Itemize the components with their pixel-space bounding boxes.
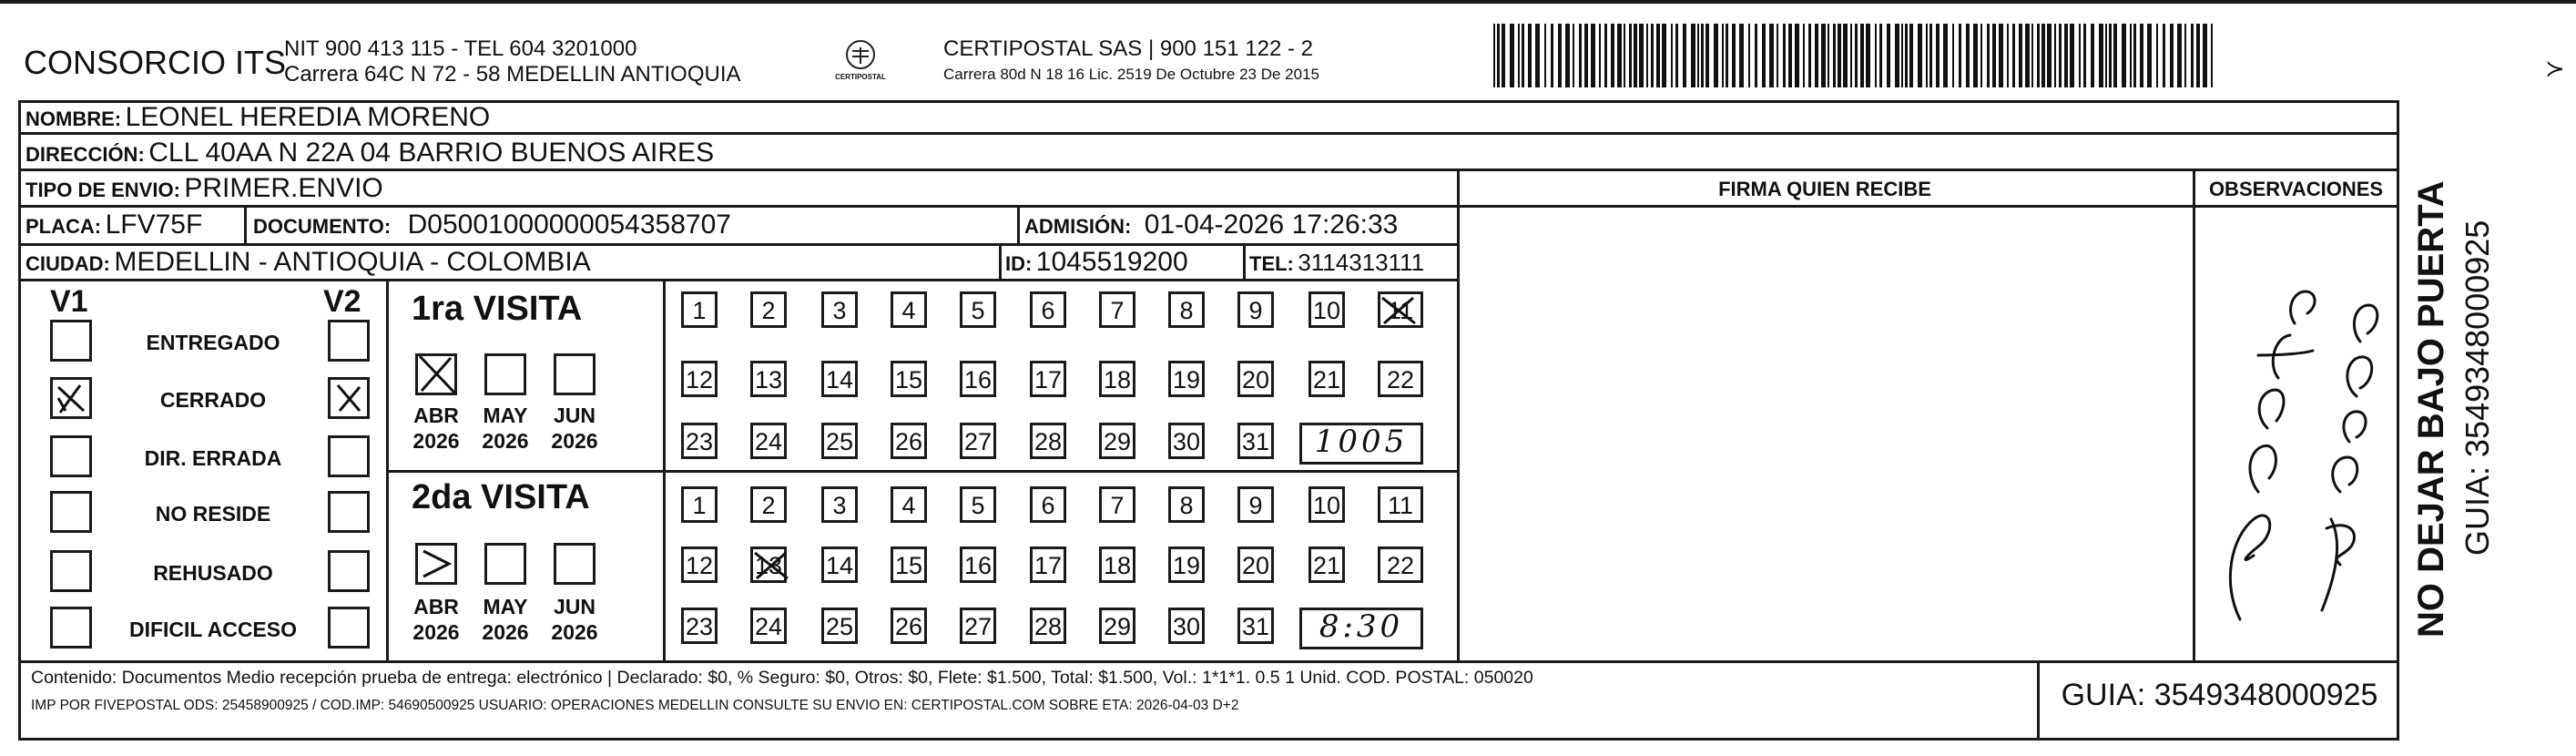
admision-divider bbox=[1017, 205, 1020, 243]
tel-divider bbox=[1243, 243, 1246, 279]
barcode-bar bbox=[1573, 24, 1574, 87]
second-visit-month-checkbox[interactable] bbox=[484, 543, 526, 585]
second-visit-day-21[interactable]: 21 bbox=[1308, 547, 1345, 583]
barcode-bar bbox=[1777, 24, 1778, 87]
first-visit-day-2[interactable]: 2 bbox=[750, 291, 787, 328]
first-visit-day-4[interactable]: 4 bbox=[891, 291, 927, 328]
second-visit-day-15[interactable]: 15 bbox=[891, 547, 927, 583]
barcode-bar bbox=[1656, 24, 1660, 87]
barcode-bar bbox=[1929, 24, 1932, 87]
month-label bbox=[404, 594, 468, 645]
id-value: 1045519200 bbox=[1035, 247, 1188, 277]
tipo-envio-value: PRIMER.ENVIO bbox=[184, 173, 383, 203]
month-year: 2026 bbox=[412, 429, 460, 453]
barcode-bar bbox=[1705, 24, 1709, 87]
barcode-bar bbox=[1855, 24, 1858, 87]
second-visit-day-23[interactable]: 23 bbox=[681, 608, 718, 644]
first-visit-day-7[interactable]: 7 bbox=[1099, 291, 1135, 328]
barcode-bar bbox=[1722, 24, 1724, 87]
barcode-bar bbox=[1959, 24, 1961, 87]
firma-divider bbox=[1457, 169, 1460, 660]
nombre-value: LEONEL HEREDIA MORENO bbox=[125, 102, 491, 132]
month-name: ABR bbox=[413, 404, 459, 427]
placa-divider bbox=[244, 205, 247, 243]
barcode-bar bbox=[1502, 24, 1505, 87]
barcode-bar bbox=[2113, 24, 2117, 87]
barcode-bar bbox=[2211, 24, 2213, 87]
second-visit-day-25[interactable]: 25 bbox=[821, 608, 858, 644]
barcode-bar bbox=[1808, 24, 1811, 87]
month-year: 2026 bbox=[412, 620, 460, 644]
first-visit-day-10[interactable]: 10 bbox=[1308, 291, 1345, 328]
barcode-bar bbox=[1535, 24, 1540, 87]
month-label bbox=[473, 403, 537, 454]
second-visit-day-31[interactable]: 31 bbox=[1237, 608, 1274, 644]
month-name: MAY bbox=[483, 595, 528, 618]
second-visit-month-checkbox[interactable] bbox=[554, 543, 596, 585]
first-visit-month-checkbox[interactable] bbox=[554, 353, 596, 395]
barcode-bar bbox=[1544, 24, 1546, 87]
first-visit-day-16[interactable]: 16 bbox=[960, 361, 996, 397]
v1-checkbox[interactable] bbox=[50, 377, 92, 419]
barcode-bar bbox=[1821, 24, 1826, 87]
second-visit-day-24[interactable]: 24 bbox=[750, 608, 787, 644]
observaciones-label: OBSERVACIONES bbox=[2208, 178, 2384, 200]
barcode-bar bbox=[2041, 24, 2045, 87]
v2-checkbox[interactable] bbox=[328, 435, 370, 477]
barcode-bar bbox=[1828, 24, 1829, 87]
barcode-bar bbox=[2184, 24, 2186, 87]
barcode-bar bbox=[2147, 24, 2152, 87]
second-visit-handwritten-time: 8:30 bbox=[1319, 608, 1404, 645]
footer-contenido: Contenido: Documentos Medio recepción prueba de entrega: electrónico | Declarado: $0, % Seguro: $0, Otros: $0, Flete: $1.500, Total: $1.500, Vol.: 1*1*1. 0.5 1 Unid. COD. POSTAL: 050020 bbox=[31, 668, 1533, 688]
barcode-bar bbox=[1675, 24, 1678, 87]
barcode-bar bbox=[1639, 24, 1644, 87]
barcode-bar bbox=[1755, 24, 1757, 87]
company-nit: NIT 900 413 115 - TEL 604 3201000 bbox=[284, 36, 637, 61]
barcode-bar bbox=[1510, 24, 1514, 87]
barcode-bar bbox=[1843, 24, 1848, 87]
row-divider bbox=[18, 205, 2399, 208]
barcode-bar bbox=[1629, 24, 1632, 87]
month-name: ABR bbox=[413, 595, 459, 618]
barcode-bar bbox=[2054, 24, 2056, 87]
first-visit-day-27[interactable]: 27 bbox=[960, 423, 996, 459]
row-divider bbox=[18, 660, 2399, 663]
barcode-bar bbox=[1795, 24, 1799, 87]
barcode-bar bbox=[1662, 24, 1666, 87]
day-number: 11 bbox=[1387, 297, 1414, 324]
tel-row bbox=[1249, 249, 1424, 277]
barcode-bar bbox=[1634, 24, 1637, 87]
second-visit-day-27[interactable]: 27 bbox=[960, 608, 996, 644]
status-label: NO RESIDE bbox=[155, 502, 271, 526]
no-dejar-bajo-puerta: NO DEJAR BAJO PUERTA bbox=[2411, 180, 2451, 638]
month-year: 2026 bbox=[551, 620, 598, 644]
barcode-bar bbox=[2130, 24, 2132, 87]
barcode-bar bbox=[1909, 24, 1913, 87]
barcode-bar bbox=[2091, 24, 2094, 87]
barcode-bar bbox=[1966, 24, 1970, 87]
first-visit-day-6[interactable]: 6 bbox=[1030, 291, 1066, 328]
status-label: ENTREGADO bbox=[146, 331, 280, 354]
first-visit-title: 1ra VISITA bbox=[412, 290, 583, 328]
v2-checkbox[interactable] bbox=[328, 607, 370, 649]
documento-value: D05001000000054358707 bbox=[407, 209, 731, 240]
barcode-bar bbox=[1528, 24, 1532, 87]
barcode-bar bbox=[1591, 24, 1595, 87]
barcode-bar bbox=[2177, 24, 2182, 87]
id-label: ID: bbox=[1005, 252, 1033, 275]
first-visit-day-23[interactable]: 23 bbox=[681, 423, 718, 459]
v1-checkbox[interactable] bbox=[50, 491, 92, 533]
barcode-bar bbox=[1558, 24, 1562, 87]
second-visit-day-17[interactable]: 17 bbox=[1030, 547, 1066, 583]
second-visit-month-checkbox[interactable] bbox=[415, 543, 457, 585]
v2-checkbox[interactable] bbox=[328, 320, 370, 362]
barcode-bar bbox=[1732, 24, 1736, 87]
first-visit-day-28[interactable]: 28 bbox=[1030, 423, 1066, 459]
side-guia: GUIA: 3549348000925 bbox=[2459, 220, 2496, 556]
barcode-bar bbox=[1936, 24, 1940, 87]
first-visit-day-12[interactable]: 12 bbox=[681, 361, 718, 397]
second-visit-day-8[interactable]: 8 bbox=[1168, 486, 1205, 523]
first-visit-day-3[interactable]: 3 bbox=[821, 291, 858, 328]
admision-row bbox=[1024, 209, 1398, 240]
barcode-bar bbox=[1624, 24, 1625, 87]
barcode-bar bbox=[2025, 24, 2030, 87]
barcode-bar bbox=[2070, 24, 2074, 87]
barcode-bar bbox=[1783, 24, 1786, 87]
barcode-bar bbox=[1493, 24, 1495, 87]
first-visit-day-24[interactable]: 24 bbox=[750, 423, 787, 459]
barcode-bar bbox=[1866, 24, 1870, 87]
first-visit-day-18[interactable]: 18 bbox=[1099, 361, 1135, 397]
barcode-bar bbox=[1726, 24, 1728, 87]
second-visit-day-9[interactable]: 9 bbox=[1237, 486, 1274, 523]
v2-checkbox[interactable] bbox=[328, 377, 370, 419]
second-visit-day-13[interactable] bbox=[750, 547, 787, 583]
second-visit-day-30[interactable]: 30 bbox=[1168, 608, 1205, 644]
first-visit-day-25[interactable]: 25 bbox=[821, 423, 858, 459]
ciudad-value: MEDELLIN - ANTIOQUIA - COLOMBIA bbox=[114, 247, 591, 277]
first-visit-day-8[interactable]: 8 bbox=[1168, 291, 1205, 328]
nombre-row bbox=[25, 102, 490, 133]
second-visit-title: 2da VISITA bbox=[412, 478, 590, 516]
first-visit-handwritten-time: 1005 bbox=[1314, 424, 1409, 460]
barcode-bar bbox=[1604, 24, 1607, 87]
company-address: Carrera 64C N 72 - 58 MEDELLIN ANTIOQUIA bbox=[284, 62, 741, 87]
first-visit-day-1[interactable]: 1 bbox=[681, 291, 718, 328]
barcode-bar bbox=[1952, 24, 1954, 87]
first-visit-day-11[interactable] bbox=[1378, 291, 1423, 328]
footer-imp: IMP POR FIVEPOSTAL ODS: 25458900925 / COD.IMP: 54690500925 USUARIO: OPERACIONES MEDELLIN CONSULTE SU ENVIO EN: CERTIPOSTAL.COM SOBRE ETA: 2026-04-03 D+2 bbox=[31, 698, 1239, 713]
barcode-bar bbox=[1860, 24, 1864, 87]
handwritten-observation bbox=[2204, 219, 2386, 647]
barcode-bar bbox=[1683, 24, 1686, 87]
barcode-bar bbox=[1646, 24, 1648, 87]
ciudad-label: CIUDAD: bbox=[25, 252, 110, 275]
documento-label: DOCUMENTO: bbox=[253, 215, 392, 238]
id-row bbox=[1005, 247, 1188, 278]
barcode-bar bbox=[2170, 24, 2174, 87]
tel-value: 3114313111 bbox=[1298, 249, 1425, 276]
carrier-address: Carrera 80d N 18 16 Lic. 2519 De Octubre 23 De 2015 bbox=[943, 66, 1319, 83]
barcode bbox=[1493, 24, 2218, 87]
observaciones-divider bbox=[2193, 169, 2195, 660]
barcode-bar bbox=[1617, 24, 1622, 87]
edge-mark: ≻ bbox=[2545, 55, 2565, 82]
placa-value: LFV75F bbox=[105, 209, 203, 240]
barcode-bar bbox=[1579, 24, 1582, 87]
barcode-bar bbox=[1943, 24, 1948, 87]
month-name: JUN bbox=[553, 404, 596, 427]
v1-checkbox[interactable] bbox=[50, 607, 92, 649]
status-label: DIFICIL ACCESO bbox=[128, 618, 297, 641]
certipostal-logo bbox=[829, 36, 892, 87]
tel-label: TEL: bbox=[1249, 252, 1294, 275]
direccion-label: DIRECCIÓN: bbox=[25, 143, 145, 166]
direccion-value: CLL 40AA N 22A 04 BARRIO BUENOS AIRES bbox=[148, 138, 715, 168]
second-visit-day-20[interactable]: 20 bbox=[1237, 547, 1274, 583]
first-visit-day-20[interactable]: 20 bbox=[1237, 361, 1274, 397]
barcode-bar bbox=[1739, 24, 1744, 87]
barcode-bar bbox=[2196, 24, 2200, 87]
barcode-bar bbox=[2012, 24, 2015, 87]
barcode-bar bbox=[1714, 24, 1718, 87]
barcode-bar bbox=[1584, 24, 1588, 87]
day-number: 13 bbox=[754, 552, 783, 579]
barcode-bar bbox=[2140, 24, 2143, 87]
v1-checkbox[interactable] bbox=[50, 550, 92, 592]
month-name: MAY bbox=[483, 404, 528, 427]
visit-divider bbox=[386, 470, 1457, 473]
barcode-bar bbox=[1905, 24, 1908, 87]
barcode-bar bbox=[1879, 24, 1882, 87]
row-divider bbox=[18, 279, 1457, 281]
second-visit-day-28[interactable]: 28 bbox=[1030, 608, 1066, 644]
barcode-bar bbox=[1762, 24, 1766, 87]
barcode-bar bbox=[1671, 24, 1673, 87]
row-divider bbox=[18, 169, 2399, 171]
second-visit-day-7[interactable]: 7 bbox=[1099, 486, 1135, 523]
barcode-bar bbox=[2047, 24, 2052, 87]
barcode-bar bbox=[2203, 24, 2207, 87]
month-year: 2026 bbox=[482, 429, 529, 453]
second-visit-day-3[interactable]: 3 bbox=[821, 486, 858, 523]
placa-label: PLACA: bbox=[25, 215, 102, 238]
month-year: 2026 bbox=[482, 620, 529, 644]
month-label bbox=[404, 403, 468, 454]
month-name: JUN bbox=[553, 595, 596, 618]
second-visit-day-19[interactable]: 19 bbox=[1168, 547, 1205, 583]
nombre-label: NOMBRE: bbox=[25, 107, 122, 130]
barcode-bar bbox=[2064, 24, 2068, 87]
barcode-bar bbox=[1565, 24, 1570, 87]
barcode-bar bbox=[1701, 24, 1704, 87]
barcode-bar bbox=[1803, 24, 1805, 87]
ciudad-row bbox=[25, 247, 591, 278]
first-visit-day-17[interactable]: 17 bbox=[1030, 361, 1066, 397]
first-visit-month-checkbox[interactable] bbox=[484, 353, 526, 395]
second-visit-day-11[interactable]: 11 bbox=[1378, 486, 1423, 523]
barcode-bar bbox=[2099, 24, 2103, 87]
barcode-bar bbox=[1748, 24, 1750, 87]
barcode-bar bbox=[2079, 24, 2081, 87]
second-visit-day-12[interactable]: 12 bbox=[681, 547, 718, 583]
barcode-bar bbox=[1769, 24, 1774, 87]
second-visit-day-1[interactable]: 1 bbox=[681, 486, 718, 523]
row-divider bbox=[18, 243, 1457, 246]
v1-checkbox[interactable] bbox=[50, 435, 92, 477]
barcode-bar bbox=[1992, 24, 1996, 87]
first-visit-day-14[interactable]: 14 bbox=[821, 361, 858, 397]
second-visit-day-2[interactable]: 2 bbox=[750, 486, 787, 523]
company-name: CONSORCIO ITS bbox=[24, 44, 287, 81]
barcode-bar bbox=[1875, 24, 1877, 87]
tipo-envio-row bbox=[25, 173, 383, 204]
barcode-bar bbox=[1522, 24, 1524, 87]
barcode-bar bbox=[1518, 24, 1520, 87]
barcode-bar bbox=[2031, 24, 2033, 87]
barcode-bar bbox=[2083, 24, 2086, 87]
first-visit-day-29[interactable]: 29 bbox=[1099, 423, 1135, 459]
barcode-bar bbox=[1833, 24, 1836, 87]
barcode-bar bbox=[2122, 24, 2126, 87]
barcode-bar bbox=[1838, 24, 1841, 87]
status-label: CERRADO bbox=[159, 388, 267, 412]
barcode-bar bbox=[2059, 24, 2062, 87]
barcode-bar bbox=[2037, 24, 2040, 87]
barcode-bar bbox=[1815, 24, 1818, 87]
month-label bbox=[543, 594, 606, 645]
barcode-bar bbox=[2133, 24, 2136, 87]
barcode-bar bbox=[1611, 24, 1614, 87]
first-visit-day-13[interactable]: 13 bbox=[750, 361, 787, 397]
v2-heading: V2 bbox=[323, 284, 361, 319]
second-visit-day-4[interactable]: 4 bbox=[891, 486, 927, 523]
month-label bbox=[543, 403, 606, 454]
barcode-bar bbox=[1918, 24, 1922, 87]
barcode-bar bbox=[1651, 24, 1654, 87]
month-year: 2026 bbox=[551, 429, 598, 453]
placa-row bbox=[25, 209, 202, 240]
first-visit-day-15[interactable]: 15 bbox=[891, 361, 927, 397]
barcode-bar bbox=[1999, 24, 2003, 87]
first-visit-time-box[interactable] bbox=[1299, 423, 1423, 465]
barcode-bar bbox=[1987, 24, 1990, 87]
month-label bbox=[473, 594, 537, 645]
direccion-row bbox=[25, 138, 714, 169]
barcode-bar bbox=[1697, 24, 1699, 87]
first-visit-day-21[interactable]: 21 bbox=[1308, 361, 1345, 397]
first-visit-day-22[interactable]: 22 bbox=[1378, 361, 1423, 397]
barcode-bar bbox=[1599, 24, 1601, 87]
second-visit-day-6[interactable]: 6 bbox=[1030, 486, 1066, 523]
barcode-bar bbox=[2156, 24, 2158, 87]
first-visit-day-26[interactable]: 26 bbox=[891, 423, 927, 459]
barcode-bar bbox=[1895, 24, 1899, 87]
status-label: REHUSADO bbox=[153, 561, 273, 585]
barcode-bar bbox=[1691, 24, 1695, 87]
second-visit-day-16[interactable]: 16 bbox=[960, 547, 996, 583]
second-visit-day-29[interactable]: 29 bbox=[1099, 608, 1135, 644]
first-visit-month-checkbox[interactable] bbox=[415, 353, 457, 395]
v2-checkbox[interactable] bbox=[328, 550, 370, 592]
barcode-bar bbox=[2105, 24, 2107, 87]
first-visit-day-5[interactable]: 5 bbox=[960, 291, 996, 328]
second-visit-day-18[interactable]: 18 bbox=[1099, 547, 1135, 583]
second-visit-time-box[interactable] bbox=[1299, 608, 1423, 649]
barcode-bar bbox=[1973, 24, 1978, 87]
barcode-bar bbox=[2191, 24, 2194, 87]
second-visit-day-22[interactable]: 22 bbox=[1378, 547, 1423, 583]
barcode-bar bbox=[1551, 24, 1553, 87]
barcode-bar bbox=[2109, 24, 2112, 87]
barcode-bar bbox=[2007, 24, 2009, 87]
carrier-line: CERTIPOSTAL SAS | 900 151 122 - 2 bbox=[943, 36, 1313, 61]
v1-heading: V1 bbox=[50, 284, 88, 319]
first-visit-day-19[interactable]: 19 bbox=[1168, 361, 1205, 397]
footer-guia: GUIA: 3549348000925 bbox=[2061, 678, 2378, 712]
logo-caption: CERTIPOSTAL bbox=[835, 73, 886, 81]
first-visit-day-30[interactable]: 30 bbox=[1168, 423, 1205, 459]
top-edge bbox=[0, 0, 2576, 4]
second-visit-day-5[interactable]: 5 bbox=[960, 486, 996, 523]
barcode-bar bbox=[1980, 24, 1982, 87]
barcode-bar bbox=[2019, 24, 2022, 87]
barcode-bar bbox=[1788, 24, 1792, 87]
v2-checkbox[interactable] bbox=[328, 491, 370, 533]
id-divider bbox=[999, 243, 1002, 279]
barcode-bar bbox=[2163, 24, 2165, 87]
barcode-bar bbox=[1850, 24, 1852, 87]
tipo-envio-label: TIPO DE ENVIO: bbox=[25, 179, 180, 201]
documento-row bbox=[253, 209, 731, 240]
admision-label: ADMISIÓN: bbox=[1024, 215, 1132, 238]
second-visit-day-14[interactable]: 14 bbox=[821, 547, 858, 583]
barcode-bar bbox=[1926, 24, 1928, 87]
first-visit-day-31[interactable]: 31 bbox=[1237, 423, 1274, 459]
second-visit-day-10[interactable]: 10 bbox=[1308, 486, 1345, 523]
barcode-bar bbox=[1887, 24, 1890, 87]
firma-label: FIRMA QUIEN RECIBE bbox=[1718, 178, 1931, 200]
v1-checkbox[interactable] bbox=[50, 320, 92, 362]
first-visit-day-9[interactable]: 9 bbox=[1237, 291, 1274, 328]
second-visit-day-26[interactable]: 26 bbox=[891, 608, 927, 644]
status-label: DIR. ERRADA bbox=[144, 446, 282, 470]
barcode-bar bbox=[1497, 24, 1500, 87]
admision-value: 01-04-2026 17:26:33 bbox=[1144, 209, 1399, 240]
barcode-bar bbox=[1901, 24, 1903, 87]
